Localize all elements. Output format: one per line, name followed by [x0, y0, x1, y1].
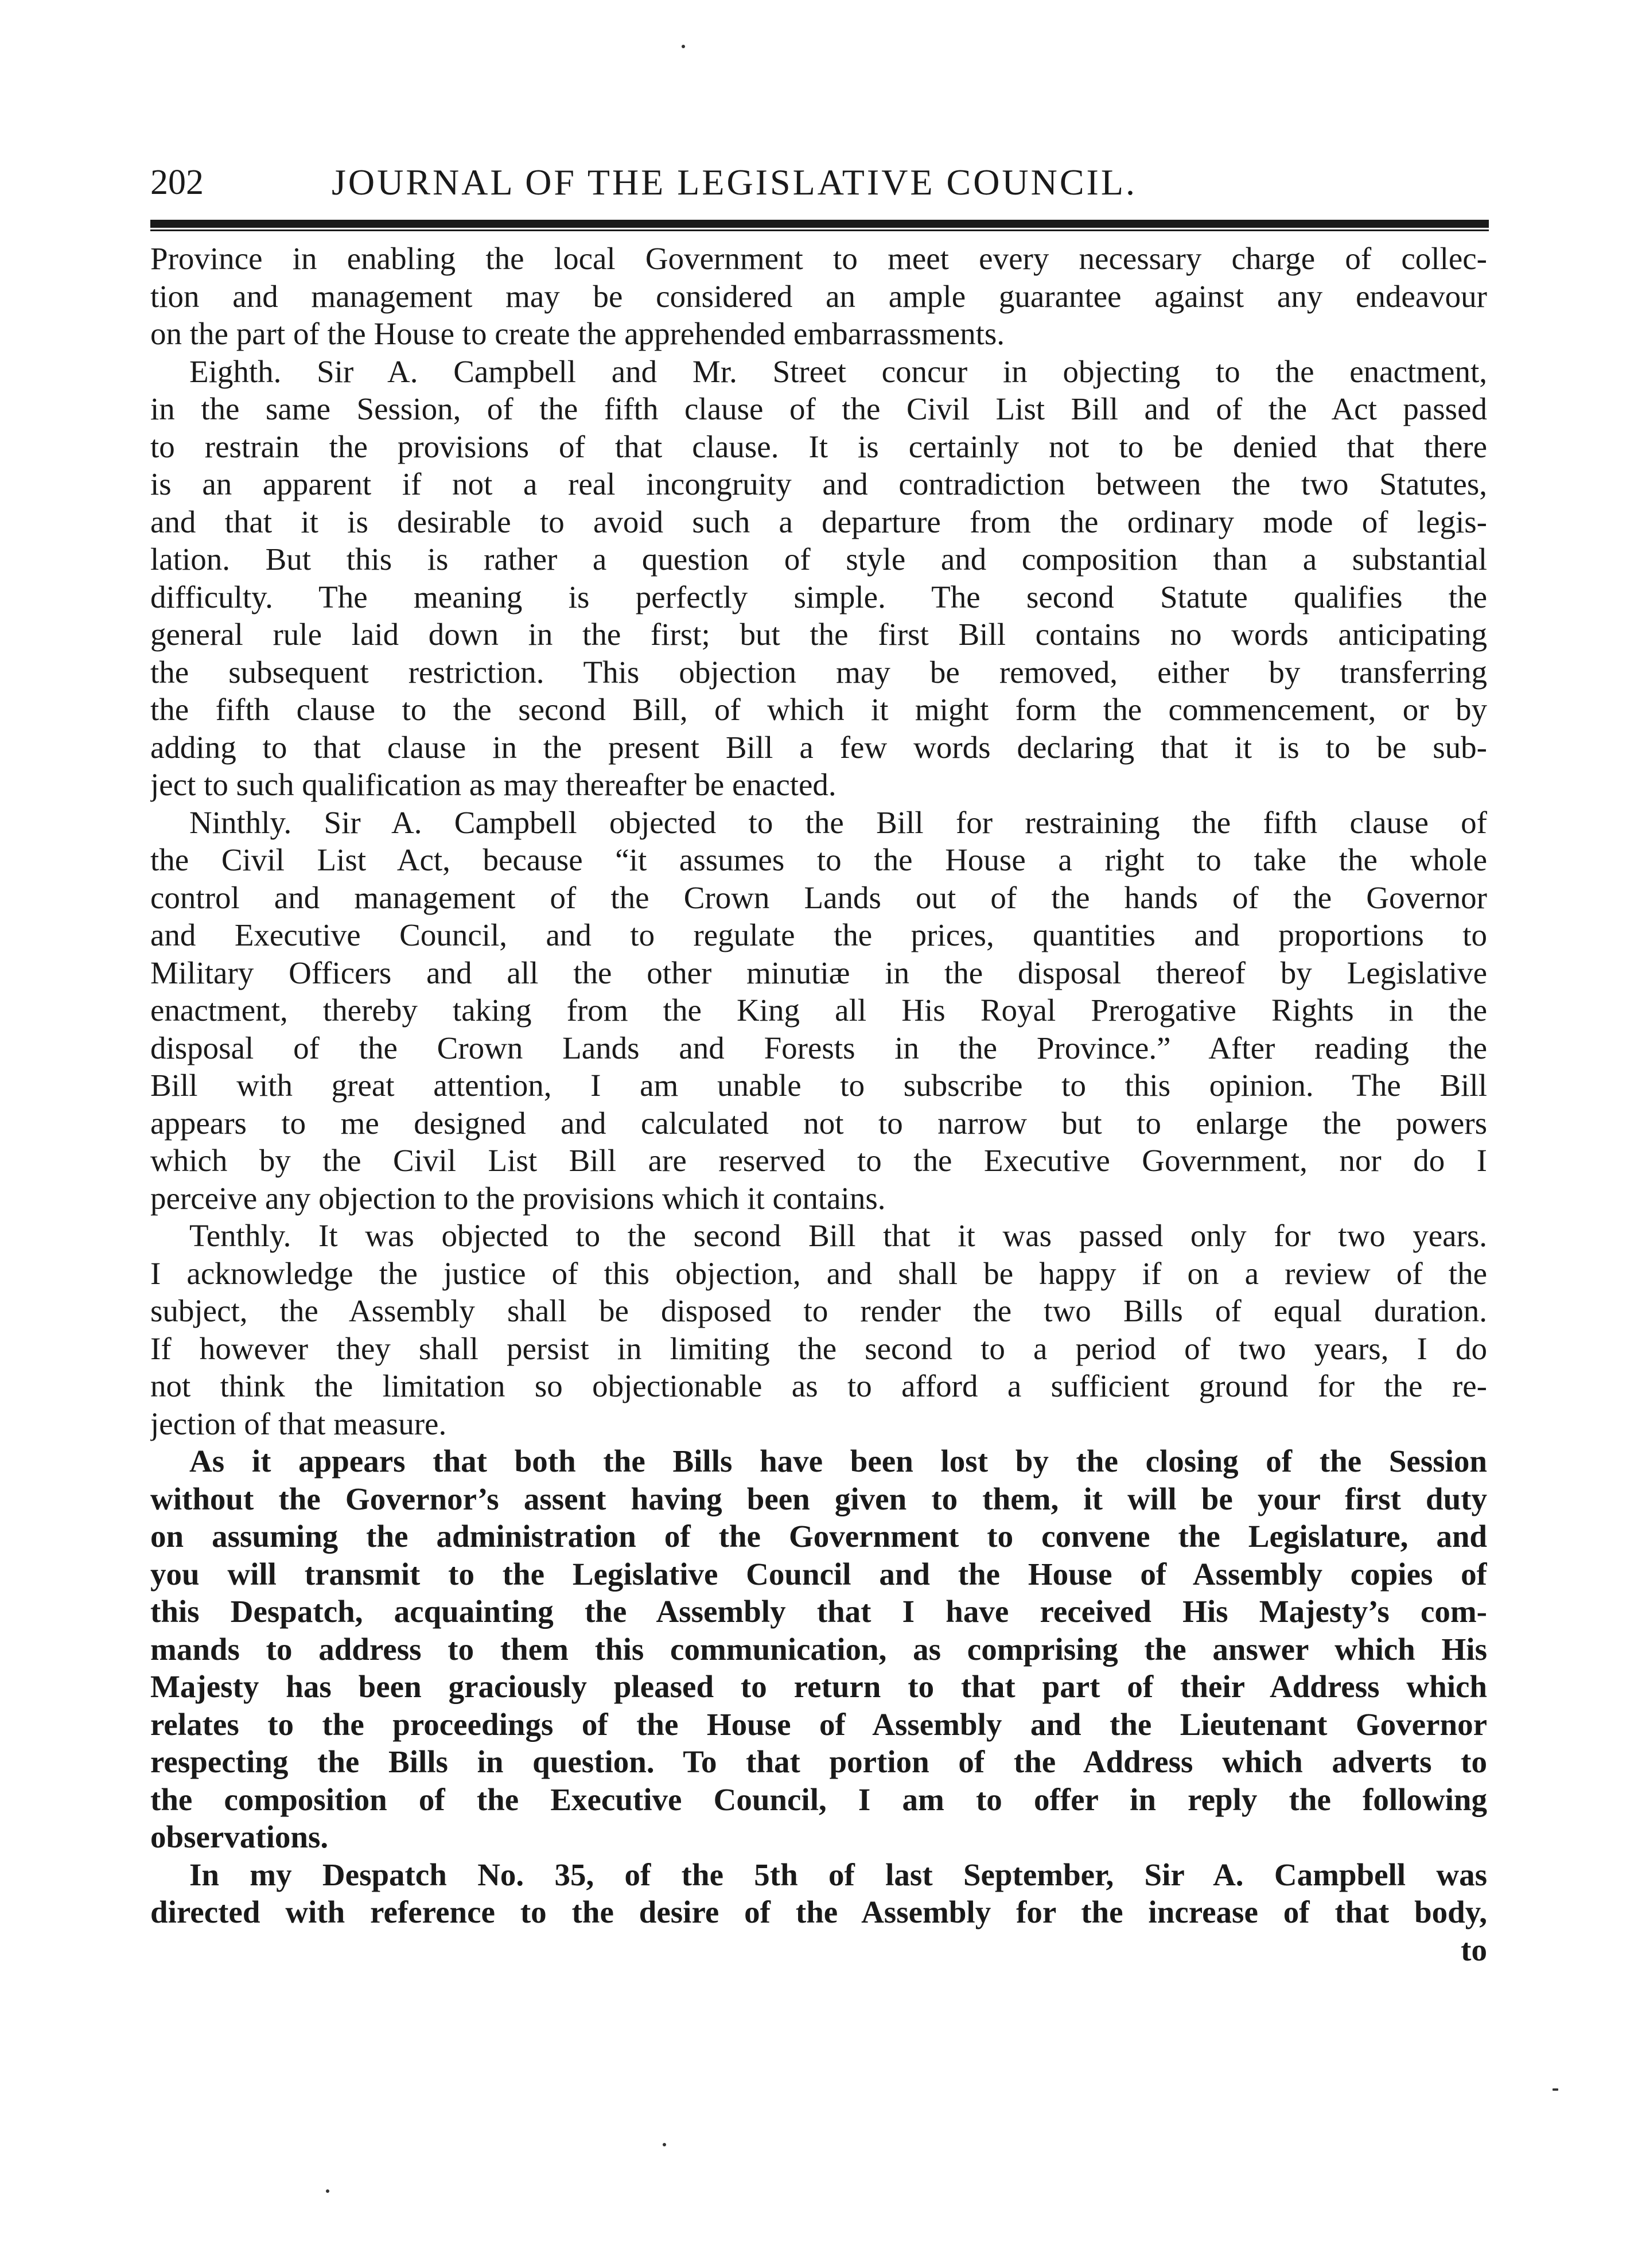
text-line: disposal of the Crown Lands and Forests in the Province.” After reading the [150, 1030, 1487, 1065]
text-line: you will transmit to the Legislative Council and the House of Assembly copies of [150, 1556, 1487, 1592]
text-line: If however they shall persist in limiting the second to a period of two years, I do [150, 1331, 1487, 1366]
text-line: Ninthly. Sir A. Campbell objected to the Bill for restraining the fifth clause of [189, 804, 1487, 840]
text-line: without the Governor’s assent having been given to them, it will be your first duty [150, 1481, 1487, 1516]
text-line: appears to me designed and calculated not to narrow but to enlarge the powers [150, 1105, 1487, 1141]
text-line: mands to address to them this communication, as comprising the answer which His [150, 1631, 1487, 1667]
scan-speck [1553, 2088, 1558, 2091]
text-line: In my Despatch No. 35, of the 5th of last September, Sir A. Campbell was [189, 1857, 1487, 1892]
text-line: relates to the proceedings of the House of Assembly and the Lieutenant Governor [150, 1706, 1487, 1742]
text-line: the composition of the Executive Council, I am to offer in reply the following [150, 1781, 1487, 1817]
scan-speck [682, 45, 685, 48]
text-line: tion and management may be considered an ample guarantee against any endeavour [150, 278, 1487, 314]
text-line: to restrain the provisions of that clause. It is certainly not to be denied that there [150, 429, 1487, 464]
header-rule-thin [150, 229, 1489, 231]
body-text [150, 240, 1487, 1969]
text-line: lation. But this is rather a question of style and composition than a substantial [150, 542, 1487, 577]
text-line: Province in enabling the local Government to meet every necessary charge of collec- [150, 241, 1487, 276]
text-line: directed with reference to the desire of the Assembly for the increase of that body, [150, 1894, 1487, 1929]
running-title: JOURNAL OF THE LEGISLATIVE COUNCIL. [332, 162, 1137, 203]
catchword: to [1461, 1932, 1487, 1967]
text-line: not think the limitation so objectionable as to afford a sufficient ground for the re- [150, 1368, 1487, 1403]
text-line: the Civil List Act, because “it assumes to the House a right to take the whole [150, 842, 1487, 877]
text-line: ject to such qualification as may thereafter be enacted. [150, 767, 836, 802]
text-line: and that it is desirable to avoid such a departure from the ordinary mode of legis- [150, 504, 1487, 539]
text-line: As it appears that both the Bills have been lost by the closing of the Session [189, 1444, 1487, 1479]
header-rule [150, 220, 1489, 228]
text-line: Majesty has been graciously pleased to return to that part of their Address which [150, 1669, 1487, 1704]
scan-speck [663, 2143, 666, 2146]
text-line: in the same Session, of the fifth clause of the Civil List Bill and of the Act passed [150, 391, 1487, 426]
text-line: the subsequent restriction. This objection may be removed, either by transferring [150, 654, 1487, 690]
text-line: difficulty. The meaning is perfectly simple. The second Statute qualifies the [150, 579, 1487, 614]
text-line: and Executive Council, and to regulate the prices, quantities and proportions to [150, 917, 1487, 952]
text-line: subject, the Assembly shall be disposed to render the two Bills of equal duration. [150, 1293, 1487, 1328]
text-line: Tenthly. It was objected to the second Bill that it was passed only for two years. [189, 1218, 1487, 1253]
page-header [150, 160, 1487, 223]
text-line: which by the Civil List Bill are reserved to the Executive Government, nor do I [150, 1143, 1487, 1178]
text-line: Military Officers and all the other minutiæ in the disposal thereof by Legislative [150, 955, 1487, 990]
text-line: jection of that measure. [150, 1406, 447, 1441]
text-line: general rule laid down in the first; but the first Bill contains no words anticipating [150, 617, 1487, 652]
text-line: perceive any objection to the provisions which it contains. [150, 1180, 886, 1216]
text-line: adding to that clause in the present Bill a few words declaring that it is to be sub- [150, 729, 1487, 765]
page-number: 202 [150, 163, 204, 202]
text-line: observations. [150, 1819, 329, 1854]
text-line: is an apparent if not a real incongruity and contradiction between the two Statutes, [150, 466, 1487, 501]
text-line: Eighth. Sir A. Campbell and Mr. Street concur in objecting to the enactment, [189, 353, 1487, 389]
text-line: on the part of the House to create the apprehended embarrassments. [150, 316, 1005, 351]
text-line: the fifth clause to the second Bill, of which it might form the commencement, or by [150, 692, 1487, 727]
text-line: on assuming the administration of the Government to convene the Legislature, and [150, 1519, 1487, 1554]
text-line: this Despatch, acquainting the Assembly that I have received His Majesty’s com- [150, 1594, 1487, 1629]
text-line: I acknowledge the justice of this objection, and shall be happy if on a review of the [150, 1255, 1487, 1291]
text-line: control and management of the Crown Lands out of the hands of the Governor [150, 880, 1487, 915]
text-line: Bill with great attention, I am unable to subscribe to this opinion. The Bill [150, 1068, 1487, 1103]
scan-speck [326, 2189, 329, 2193]
text-line: enactment, thereby taking from the King all His Royal Prerogative Rights in the [150, 993, 1487, 1028]
text-line: respecting the Bills in question. To that portion of the Address which adverts to [150, 1744, 1487, 1779]
